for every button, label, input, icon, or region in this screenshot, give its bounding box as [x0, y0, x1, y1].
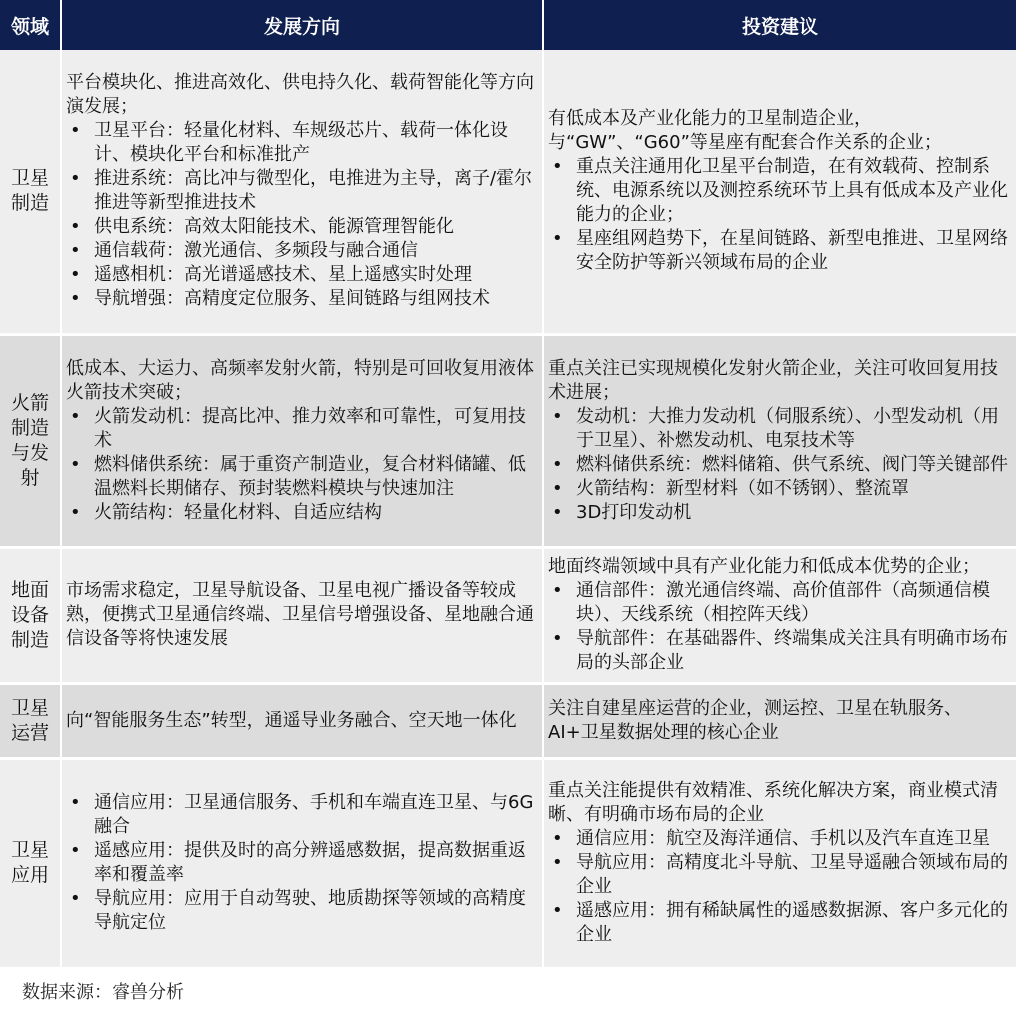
bullet-item: • 导航应用：高精度北斗导航、卫星导遥融合领域布局的企业 — [548, 851, 1010, 899]
field-cell — [0, 758, 61, 968]
field-label-line: 卫星 — [10, 167, 49, 190]
advice-cell — [543, 334, 1016, 547]
bullet-item: • 燃料储供系统：属于重资产制造业，复合材料储罐、低温燃料长期储存、预封装燃料模块与快速加注 — [66, 453, 536, 501]
header-advice: 投资建议 — [543, 0, 1016, 50]
table-header-row — [0, 0, 1016, 50]
bullet-item: • 燃料储供系统：燃料储箱、供气系统、阀门等关键部件 — [548, 453, 1010, 477]
table-body — [0, 50, 1016, 968]
bullet-item: • 通信载荷：激光通信、多频段与融合通信 — [66, 239, 536, 263]
direction-cell — [61, 547, 543, 683]
direction-cell — [61, 50, 543, 334]
field-cell — [0, 683, 61, 758]
direction-bullet-list — [66, 405, 536, 525]
field-label-line: 火箭 — [10, 391, 49, 414]
table-row — [0, 334, 1016, 547]
table-row — [0, 758, 1016, 968]
source-note: 数据来源：睿兽分析 — [22, 981, 184, 1003]
advice-bullet-list — [548, 405, 1010, 525]
header-direction: 发展方向 — [61, 0, 543, 50]
bullet-item: • 导航部件：在基础器件、终端集成关注具有明确市场布局的头部企业 — [548, 627, 1010, 675]
advice-intro: 地面终端领域中具有产业化能力和低成本优势的企业； — [548, 556, 980, 577]
field-label-line: 地面 — [10, 578, 49, 601]
bullet-item: • 通信部件：激光通信终端、高价值部件（高频通信模块）、天线系统（相控阵天线） — [548, 579, 1010, 627]
bullet-item: • 星座组网趋势下，在星间链路、新型电推进、卫星网络安全防护等新兴领域布局的企业 — [548, 227, 1010, 275]
direction-intro: 市场需求稳定，卫星导航设备、卫星电视广播设备等较成熟，便携式卫星通信终端、卫星信号增强设备、星地融合通信设备等将快速发展 — [66, 580, 534, 649]
bullet-item: • 3D打印发动机 — [548, 501, 1010, 525]
bullet-item: • 发动机：大推力发动机（伺服系统）、小型发动机（用于卫星）、补燃发动机、电泵技术等 — [548, 405, 1010, 453]
advice-bullet-list — [548, 579, 1010, 675]
bullet-item: • 遥感应用：提供及时的高分辨遥感数据，提高数据重返率和覆盖率 — [66, 839, 536, 887]
table-row — [0, 50, 1016, 334]
advice-cell — [543, 683, 1016, 758]
bullet-item: • 遥感相机：高光谱遥感技术、星上遥感实时处理 — [66, 263, 536, 287]
advice-cell — [543, 547, 1016, 683]
advice-intro: 重点关注已实现规模化发射火箭企业，关注可收回复用技术进展； — [548, 357, 998, 403]
header-field: 领域 — [0, 0, 61, 50]
bullet-item: • 火箭结构：轻量化材料、自适应结构 — [66, 501, 536, 525]
direction-cell — [61, 683, 543, 758]
bullet-item: • 通信应用：航空及海洋通信、手机以及汽车直连卫星 — [548, 827, 1010, 851]
field-label-line: 卫星 — [10, 696, 49, 719]
field-label-line: 卫星 — [10, 839, 49, 861]
bullet-item: • 遥感应用：拥有稀缺属性的遥感数据源、客户多元化的企业 — [548, 899, 1010, 947]
advice-cell — [543, 50, 1016, 334]
field-cell — [0, 50, 61, 334]
advice-cell — [543, 758, 1016, 968]
field-cell — [0, 547, 61, 683]
advice-intro: 有低成本及产业化能力的卫星制造企业，与“GW”、“G60”等星座有配套合作关系的企业； — [548, 108, 942, 154]
field-label-line: 制造 — [10, 628, 49, 651]
field-label-line: 设备 — [10, 603, 49, 626]
field-label-line: 与发 — [10, 441, 49, 464]
field-label-line: 制造 — [10, 416, 49, 439]
direction-intro: 低成本、大运力、高频率发射火箭，特别是可回收复用液体火箭技术突破； — [66, 357, 534, 403]
bullet-item: • 供电系统：高效太阳能技术、能源管理智能化 — [66, 215, 536, 239]
field-label-line: 射 — [20, 466, 40, 489]
field-label-line: 应用 — [10, 864, 49, 886]
direction-intro: 平台模块化、推进高效化、供电持久化、载荷智能化等方向演发展； — [66, 72, 534, 118]
advice-bullet-list — [548, 155, 1010, 275]
bullet-item: • 卫星平台：轻量化材料、车规级芯片、载荷一体化设计、模块化平台和标准批产 — [66, 119, 536, 167]
table-row — [0, 683, 1016, 758]
bullet-item: • 火箭发动机：提高比冲、推力效率和可靠性，可复用技术 — [66, 405, 536, 453]
field-label-line: 制造 — [10, 192, 49, 215]
bullet-item: • 重点关注通用化卫星平台制造，在有效载荷、控制系统、电源系统以及测控系统环节上具有低成本及产业化能力的企业； — [548, 155, 1010, 227]
field-label-line: 运营 — [10, 721, 49, 744]
bullet-item: • 导航增强：高精度定位服务、星间链路与组网技术 — [66, 287, 536, 311]
direction-cell — [61, 758, 543, 968]
bullet-item: • 通信应用：卫星通信服务、手机和车端直连卫星、与6G融合 — [66, 791, 536, 839]
advice-intro: 关注自建星座运营的企业，测运控、卫星在轨服务、AI+卫星数据处理的核心企业 — [548, 697, 962, 743]
field-cell — [0, 334, 61, 547]
table-row — [0, 547, 1016, 683]
direction-intro: 向“智能服务生态”转型，通遥导业务融合、空天地一体化 — [66, 709, 517, 731]
direction-bullet-list — [66, 119, 536, 311]
direction-bullet-list — [66, 791, 536, 935]
bullet-item: • 火箭结构：新型材料（如不锈钢）、整流罩 — [548, 477, 1010, 501]
advice-intro: 重点关注能提供有效精准、系统化解决方案，商业模式清晰、有明确市场布局的企业 — [548, 780, 998, 825]
bullet-item: • 推进系统：高比冲与微型化，电推进为主导，离子/霍尔推进等新型推进技术 — [66, 167, 536, 215]
bullet-item: • 导航应用：应用于自动驾驶、地质勘探等领域的高精度导航定位 — [66, 887, 536, 935]
advice-bullet-list — [548, 827, 1010, 947]
direction-cell — [61, 334, 543, 547]
